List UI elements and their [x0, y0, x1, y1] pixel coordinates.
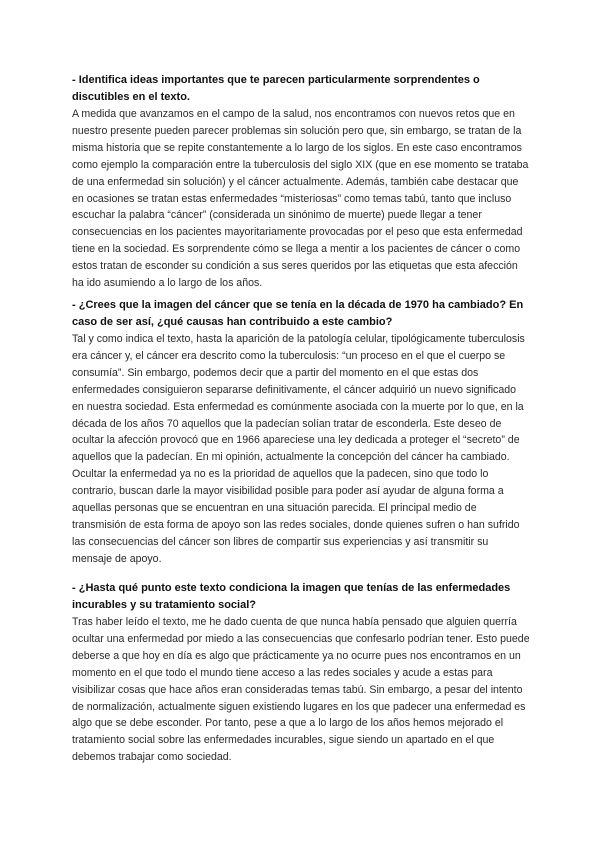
- question-heading: - ¿Hasta qué punto este texto condiciona la imagen que tenías de las enfermedades incurables y su tratamiento social?: [72, 582, 511, 611]
- section-1: [72, 72, 530, 292]
- section-3: [72, 580, 530, 766]
- answer-paragraph: Tras haber leído el texto, me he dado cuenta de que nunca había pensado que alguien querría ocultar una enfermedad por miedo a las consecuencias que confesarlo podrían tener. Esto puede deberse a que hoy en día es algo que prácticamente ya no ocurre pues nos encontramos en un momento en el que todo el mundo tiene acceso a las redes sociales y acude a estas para visibilizar cosas que hace años eran consideradas temas tabú. Sin embargo, a pesar del intento de normalización, actualmente siguen existiendo lugares en los que padecer una enfermedad es algo que se debe esconder. Por tanto, pese a que a lo largo de los años hemos mejorado el tratamiento social sobre las enfermedades incurables, sigue siendo un apartado en el que debemos trabajar como sociedad.: [72, 616, 530, 764]
- answer-paragraph: Tal y como indica el texto, hasta la aparición de la patología celular, tipológicamente tuberculosis era cáncer y, el cáncer era descrito como la tuberculosis: “un proceso en el que el cuerpo se consumía”. Sin embargo, podemos decir que a partir del momento en el que estas dos enfermedades consiguieron separarse definitivamente, el cáncer adquirió un nuevo significado en nuestra sociedad. Esta enfermedad es comúnmente asociada con la muerte por lo que, en la década de los años 70 aquellos que la padecían solían tratar de esconderla. Este deseo de ocultar la afección provocó que en 1966 apareciese una ley dedicada a proteger el “secreto” de aquellos que la padecían. En mi opinión, actualmente la concepción del cáncer ha cambiado. Ocultar la enfermedad ya no es la prioridad de aquellos que la padecen, sino que todo lo contrario, buscan darle la mayor visibilidad posible para poder así ayudar de alguna forma a aquellas personas que se encuentran en una situación parecida. El principal medio de transmisión de esta forma de apoyo son las redes sociales, donde quienes sufren o han sufrido las consecuencias del cáncer son libres de compartir sus experiencias y así transmitir su mensaje de apoyo.: [72, 333, 525, 565]
- question-heading: - Identifica ideas importantes que te parecen particularmente sorprendentes o discutibles en el texto.: [72, 74, 480, 103]
- question-heading: - ¿Crees que la imagen del cáncer que se tenía en la década de 1970 ha cambiado? En caso de ser así, ¿qué causas han contribuido a este cambio?: [72, 299, 524, 328]
- answer-paragraph: A medida que avanzamos en el campo de la salud, nos encontramos con nuevos retos que en nuestro presente pueden parecer problemas sin solución pero que, sin embargo, se tratan de la misma historia que se repite constantemente a lo largo de los siglos. En este caso encontramos como ejemplo la comparación entre la tuberculosis del siglo XIX (que en ese momento se trataba de una enfermedad sin solución) y el cáncer actualmente. Además, también cabe destacar que en ocasiones se tratan estas enfermedades “misteriosas” como temas tabú, tanto que incluso escuchar la palabra “cáncer” (considerada un sinónimo de muerte) puede llegar a tener consecuencias en los pacientes mayoritariamente provocadas por el peso que esta enfermedad tiene en la sociedad. Es sorprendente cómo se llega a mentir a los pacientes de cáncer o como estos tratan de esconder su condición a sus seres queridos por las etiquetas que esta afección ha ido asumiendo a lo largo de los años.: [72, 108, 529, 290]
- section-2: [72, 297, 530, 568]
